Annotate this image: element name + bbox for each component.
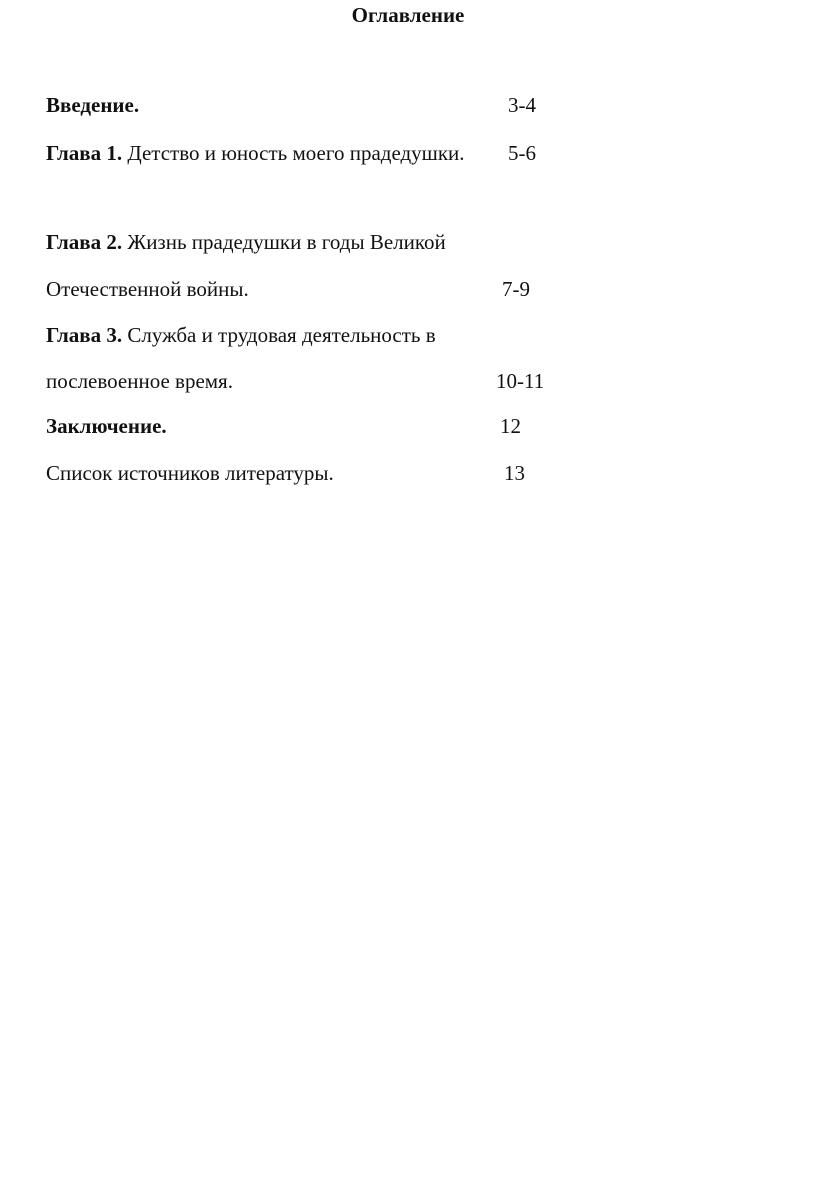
toc-entry-text: Список источников литературы. [46,461,334,485]
toc-entry-text: Отечественной войны. [46,277,249,301]
toc-entry-label: Глава 1. [46,141,123,165]
toc-page-number: 12 [500,414,521,438]
toc-page-number: 10-11 [496,369,545,393]
toc-entry-text: Детство и юность моего прадедушки. [122,141,465,165]
toc-page-number: 7-9 [502,277,530,301]
toc-entry-text: Жизнь прадедушки в годы Великой [122,230,446,254]
page-title: Оглавление [351,3,465,27]
toc-entry-chapter-3-continuation [46,368,233,394]
toc-page-number: 3-4 [508,93,536,117]
toc-entry-label: Введение. [46,93,140,117]
toc-entry-conclusion [46,413,167,439]
toc-entry-label: Глава 3. [46,323,123,347]
toc-entry-chapter-1 [46,140,465,166]
toc-page-number: 13 [504,461,525,485]
toc-entry-label: Заключение. [46,414,167,438]
toc-entry-chapter-2 [46,229,446,255]
toc-entry-label: Глава 2. [46,230,123,254]
toc-entry-chapter-2-continuation [46,276,249,302]
toc-page-number: 5-6 [508,141,536,165]
toc-entry-text: Служба и трудовая деятельность в [122,323,436,347]
toc-entry-bibliography [46,460,334,486]
toc-entry-text: послевоенное время. [46,369,233,393]
toc-entry-introduction [46,92,139,118]
toc-entry-chapter-3 [46,322,436,348]
